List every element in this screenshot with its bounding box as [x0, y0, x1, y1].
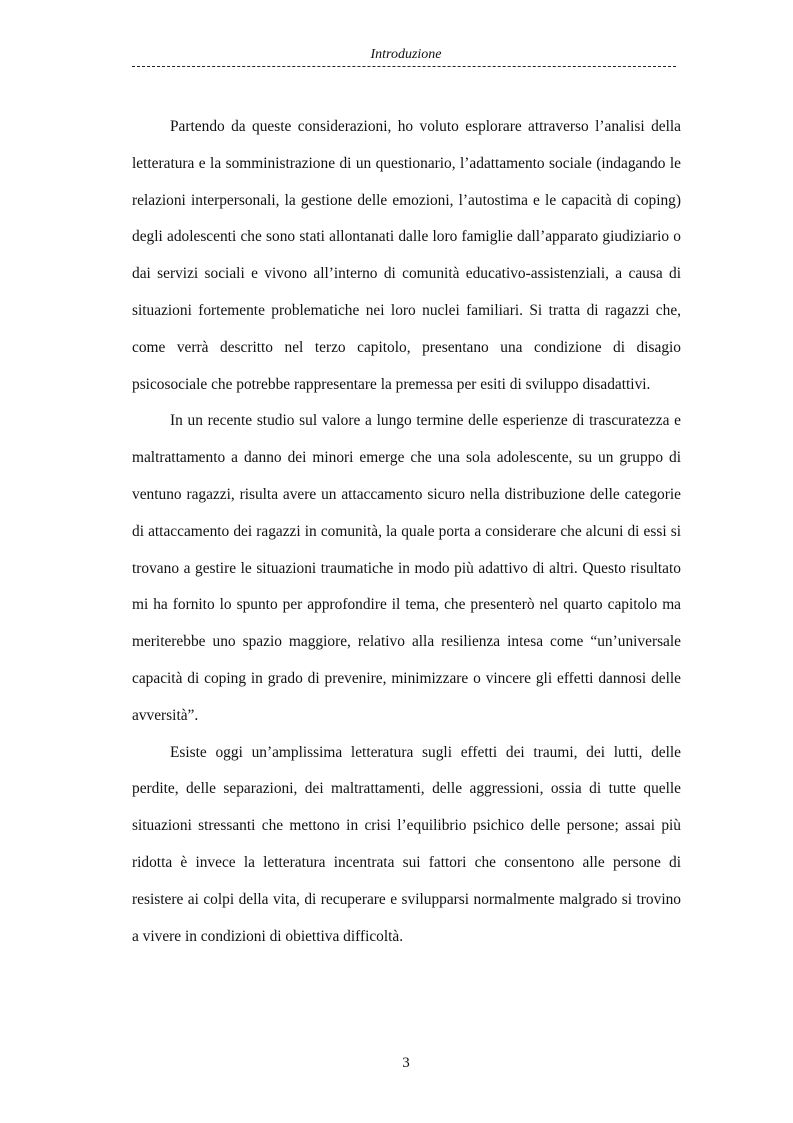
- running-header: Introduzione: [370, 47, 442, 62]
- header-dashed-rule: [132, 66, 676, 67]
- body-text: [132, 109, 681, 955]
- paragraph-3: Esiste oggi un’amplissima letteratura sugli effetti dei traumi, dei lutti, delle perdite, delle separazioni, dei maltrattamenti, delle aggressioni, ossia di tutte quelle situazioni stressanti che mettono in crisi l’equilibrio psichico delle persone; assai più ridotta è invece la letteratura incentrata sui fattori che consentono alle persone di resistere ai colpi della vita, di recuperare e svilupparsi normalmente malgrado si trovino a vivere in condizioni di obiettiva difficoltà.: [132, 743, 681, 945]
- paragraph-2: In un recente studio sul valore a lungo termine delle esperienze di trascuratezza e maltrattamento a danno dei minori emerge che una sola adolescente, su un gruppo di ventuno ragazzi, risulta avere un attaccamento sicuro nella distribuzione delle categorie di attaccamento dei ragazzi in comunità, la quale porta a considerare che alcuni di essi si trovano a gestire le situazioni traumatiche in modo più adattivo di altri. Questo risultato mi ha fornito lo spunto per approfondire il tema, che presenterò nel quarto capitolo ma meriterebbe uno spazio maggiore, relativo alla resilienza intesa come “un’universale capacità di coping in grado di prevenire, minimizzare o vincere gli effetti dannosi delle avversità”.: [132, 412, 681, 724]
- page-number: 3: [402, 1055, 410, 1071]
- paragraph-1: Partendo da queste considerazioni, ho voluto esplorare attraverso l’analisi della letteratura e la somministrazione di un questionario, l’adattamento sociale (indagando le relazioni interpersonali, la gestione delle emozioni, l’autostima e le capacità di coping) degli adolescenti che sono stati allontanati dalle loro famiglie dall’apparato giudiziario o dai servizi sociali e vivono all’interno di comunità educativo-assistenziali, a causa di situazioni fortemente problematiche nei loro nuclei familiari. Si tratta di ragazzi che, come verrà descritto nel terzo capitolo, presentano una condizione di disagio psicosociale che potrebbe rappresentare la premessa per esiti di sviluppo disadattivi.: [132, 118, 681, 393]
